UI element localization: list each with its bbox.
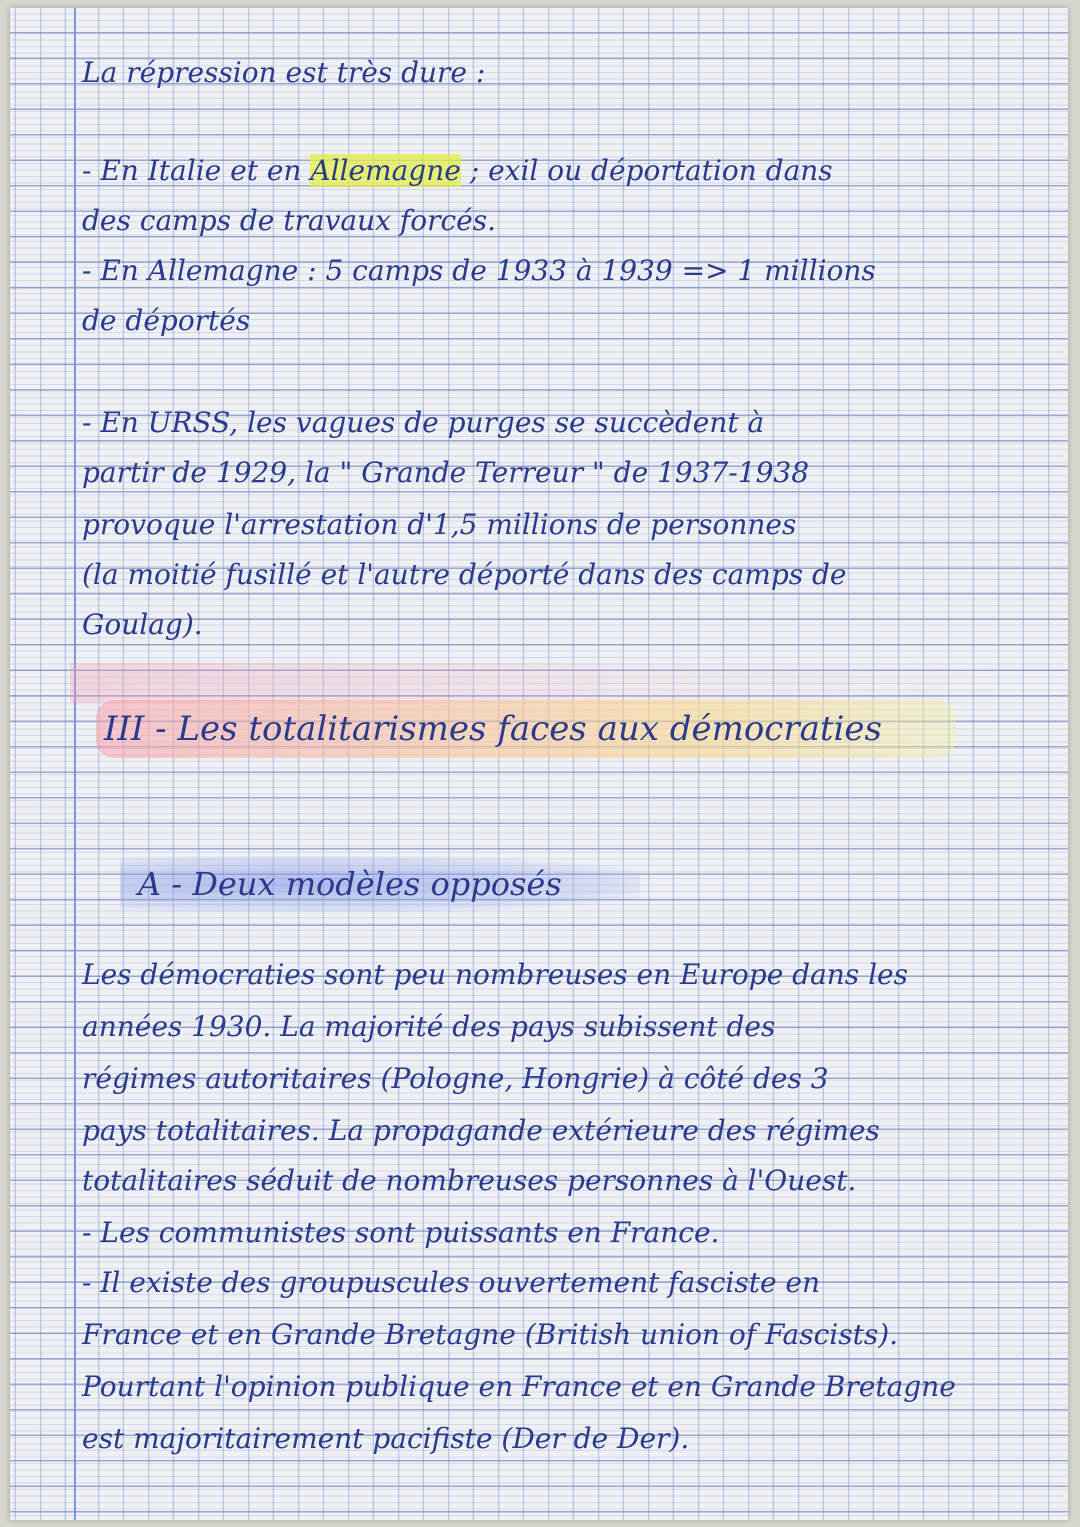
text-line-6 (82, 406, 1032, 440)
line-text: - En Italie et en (82, 154, 311, 187)
line-text: Goulag). (82, 608, 203, 641)
text-line-1 (82, 56, 1032, 90)
notebook-page (10, 8, 1068, 1520)
text-line-9 (82, 558, 1032, 592)
line-text: - Les communistes sont puissants en France. (82, 1216, 720, 1249)
body-line-8 (82, 1318, 1032, 1352)
highlight-smear (70, 663, 1030, 703)
line-text: est majoritairement pacifiste (Der de Der). (82, 1422, 690, 1455)
subsection-heading (120, 856, 640, 912)
subheading-text: A - Deux modèles opposés (138, 865, 562, 903)
body-line-9 (82, 1370, 1032, 1404)
line-text: Les démocraties sont peu nombreuses en Europe dans les (82, 958, 908, 991)
body-line-5 (82, 1164, 1032, 1198)
body-line-2 (82, 1010, 1032, 1044)
body-line-7 (82, 1266, 1032, 1300)
body-line-4 (82, 1114, 1032, 1148)
line-text: partir de 1929, la " Grande Terreur " de 1937-1938 (82, 456, 810, 489)
body-line-1 (82, 958, 1032, 992)
line-text: régimes autoritaires (Pologne, Hongrie) à côté des 3 (82, 1062, 829, 1095)
text-line-10 (82, 608, 1032, 642)
line-text: ; exil ou déportation dans (460, 154, 833, 187)
line-text: totalitaires séduit de nombreuses personnes à l'Ouest. (82, 1164, 857, 1197)
line-text: - Il existe des groupuscules ouvertement fasciste en (82, 1266, 821, 1299)
line-text: - En Allemagne : 5 camps de 1933 à 1939 => 1 millions (82, 254, 876, 287)
line-text: années 1930. La majorité des pays subissent des (82, 1010, 776, 1043)
text-line-5 (82, 304, 1032, 338)
body-line-3 (82, 1062, 1032, 1096)
body-line-6 (82, 1216, 1032, 1250)
line-text: pays totalitaires. La propagande extérieure des régimes (82, 1114, 880, 1147)
highlight-allemagne: Allemagne (310, 154, 461, 187)
text-line-2 (82, 154, 1032, 188)
body-line-10 (82, 1422, 1032, 1456)
line-text: - En URSS, les vagues de purges se succèdent à (82, 406, 765, 439)
text-line-7 (82, 456, 1032, 490)
line-text: de déportés (82, 304, 251, 337)
section-heading (96, 700, 956, 758)
text-line-4 (82, 254, 1032, 288)
text-line-8 (82, 508, 1032, 542)
heading-text: III - Les totalitarismes faces aux démocraties (104, 709, 882, 749)
line-text: des camps de travaux forcés. (82, 204, 496, 237)
line-text: (la moitié fusillé et l'autre déporté dans des camps de (82, 558, 847, 591)
line-text: Pourtant l'opinion publique en France et en Grande Bretagne (82, 1370, 956, 1403)
line-text: La répression est très dure : (82, 56, 486, 89)
text-line-3 (82, 204, 1032, 238)
line-text: France et en Grande Bretagne (British union of Fascists). (82, 1318, 899, 1351)
line-text: provoque l'arrestation d'1,5 millions de personnes (82, 508, 797, 541)
